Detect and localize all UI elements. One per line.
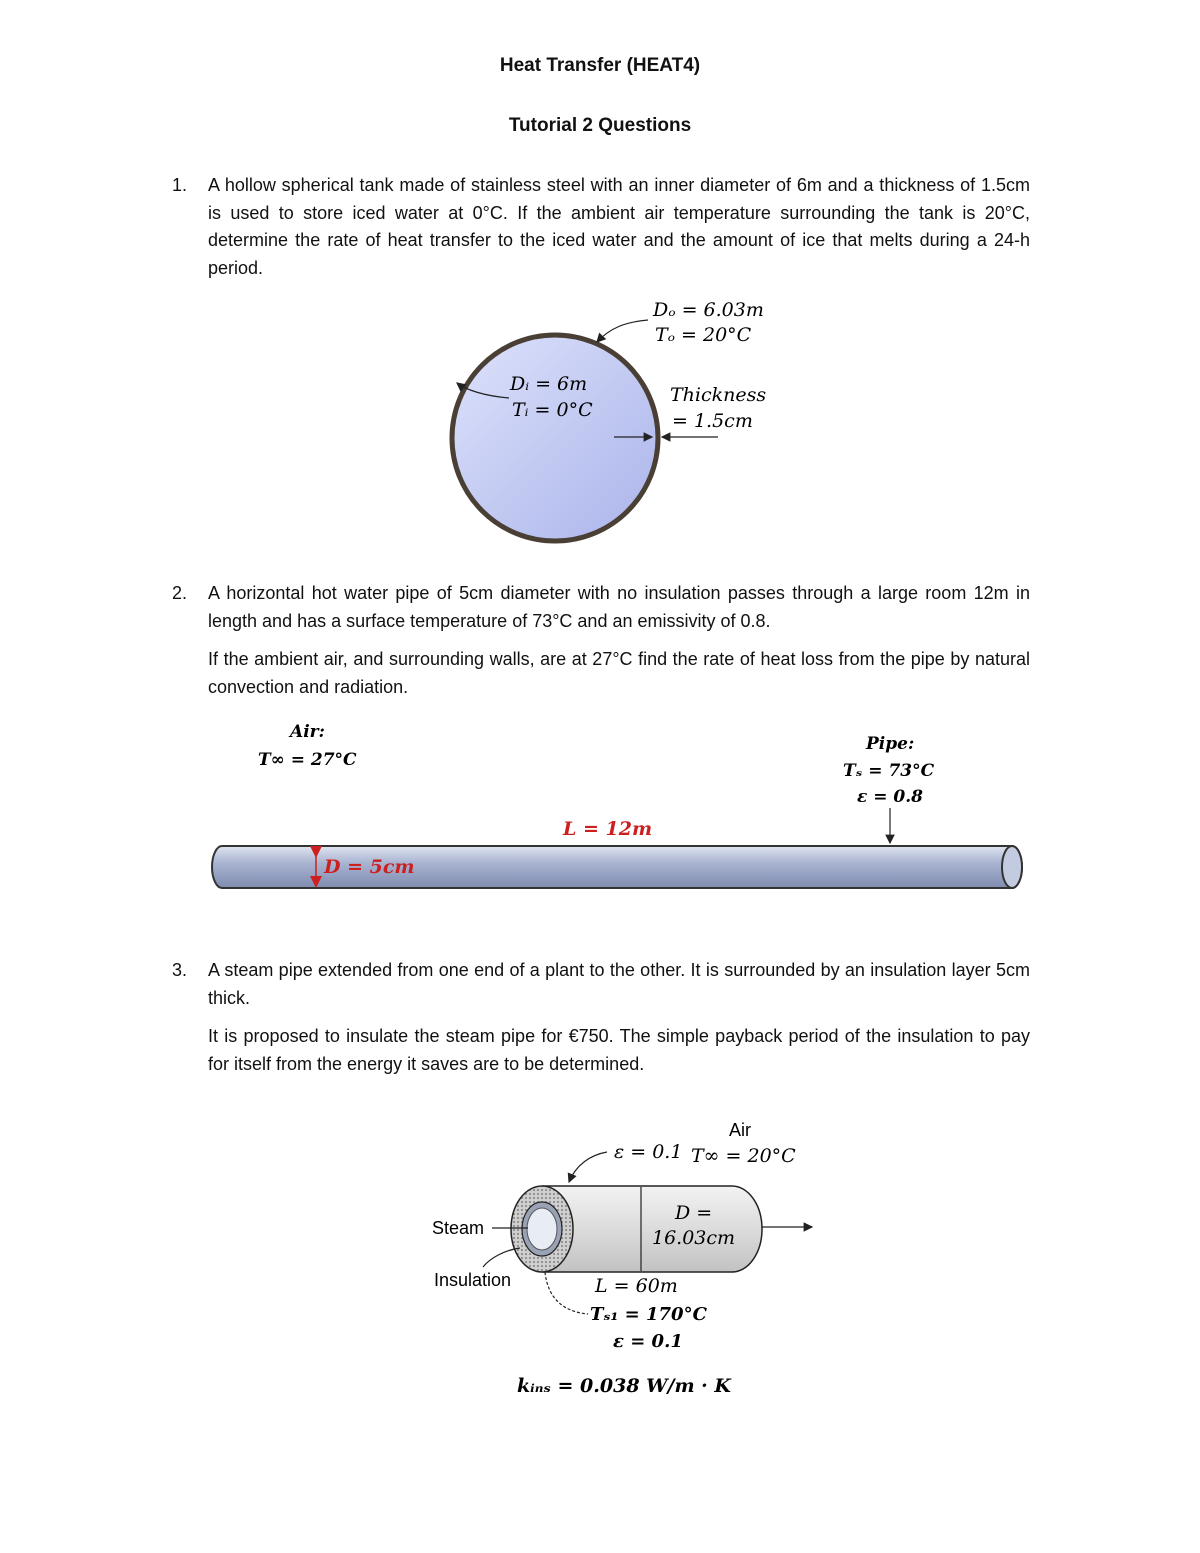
surface-temp-label: Tₛ₁ = 170°C [590,1304,707,1325]
question-text: A hollow spherical tank made of stainless steel with an inner diameter of 6m and a thickness of 1.5cm is used to store iced water at 0°C. If the ambient air temperature surrounding the tank is 20°C, determine the rate of heat transfer to the iced water and the amount of ice that melts during a 24-h period. [208,175,1030,278]
surface-temp-leader [545,1272,588,1314]
steam-label: Steam [432,1218,485,1238]
outer-temp-label: Tₒ = 20°C [655,324,752,346]
diameter-label-line1: D = [675,1202,713,1224]
pipe-emissivity-label: ε = 0.8 [857,787,923,807]
ambient-temp-label: T∞ = 20°C [691,1145,796,1167]
thickness-value: = 1.5cm [672,410,753,432]
question-number: 3. [172,960,188,980]
inner-diameter-label: Dᵢ = 6m [510,373,588,395]
pipe-label: Pipe: [866,734,915,754]
question-text: A horizontal hot water pipe of 5cm diameter with no insulation passes through a large room 12m in length and has a surface temperature of 73°C and an emissivity of 0.8. [208,583,1030,631]
pipe-diameter-label: D = 5cm [324,856,415,878]
pipe-temp-label: Tₛ = 73°C [843,761,935,781]
insulation-label: Insulation [434,1270,512,1290]
pipe-length-label: L = 12m [563,818,653,840]
inner-temp-label: Tᵢ = 0°C [512,399,593,421]
steam-core [527,1208,557,1250]
course-title: Heat Transfer (HEAT4) [499,55,701,76]
emissivity-leader-arrow [569,1152,607,1182]
tutorial-title: Tutorial 2 Questions [508,115,692,136]
air-label: Air [729,1120,751,1140]
emissivity-top-label: ε = 0.1 [614,1141,683,1163]
question-text: If the ambient air, and surrounding walls, are at 27°C find the rate of heat loss from the pipe by natural convection and radiation. [208,649,1030,697]
question-text: It is proposed to insulate the steam pipe for €750. The simple payback period of the insulation to pay for itself from the energy it saves are to be determined. [208,1026,1030,1074]
conductivity-label: kᵢₙₛ = 0.038 W/m · K [517,1375,731,1397]
thickness-label: Thickness [670,384,767,406]
air-temp-label: T∞ = 27°C [258,750,357,770]
outer-diameter-label: Dₒ = 6.03m [653,299,764,321]
emissivity-bottom-label: ε = 0.1 [613,1331,683,1352]
diameter-label-line2: 16.03cm [652,1227,736,1249]
air-label: Air: [290,722,325,742]
length-label: L = 60m [595,1275,678,1297]
question-text: A steam pipe extended from one end of a plant to the other. It is surrounded by an insulation layer 5cm thick. [208,960,1030,1008]
question-number: 1. [172,175,188,195]
question-number: 2. [172,583,188,603]
